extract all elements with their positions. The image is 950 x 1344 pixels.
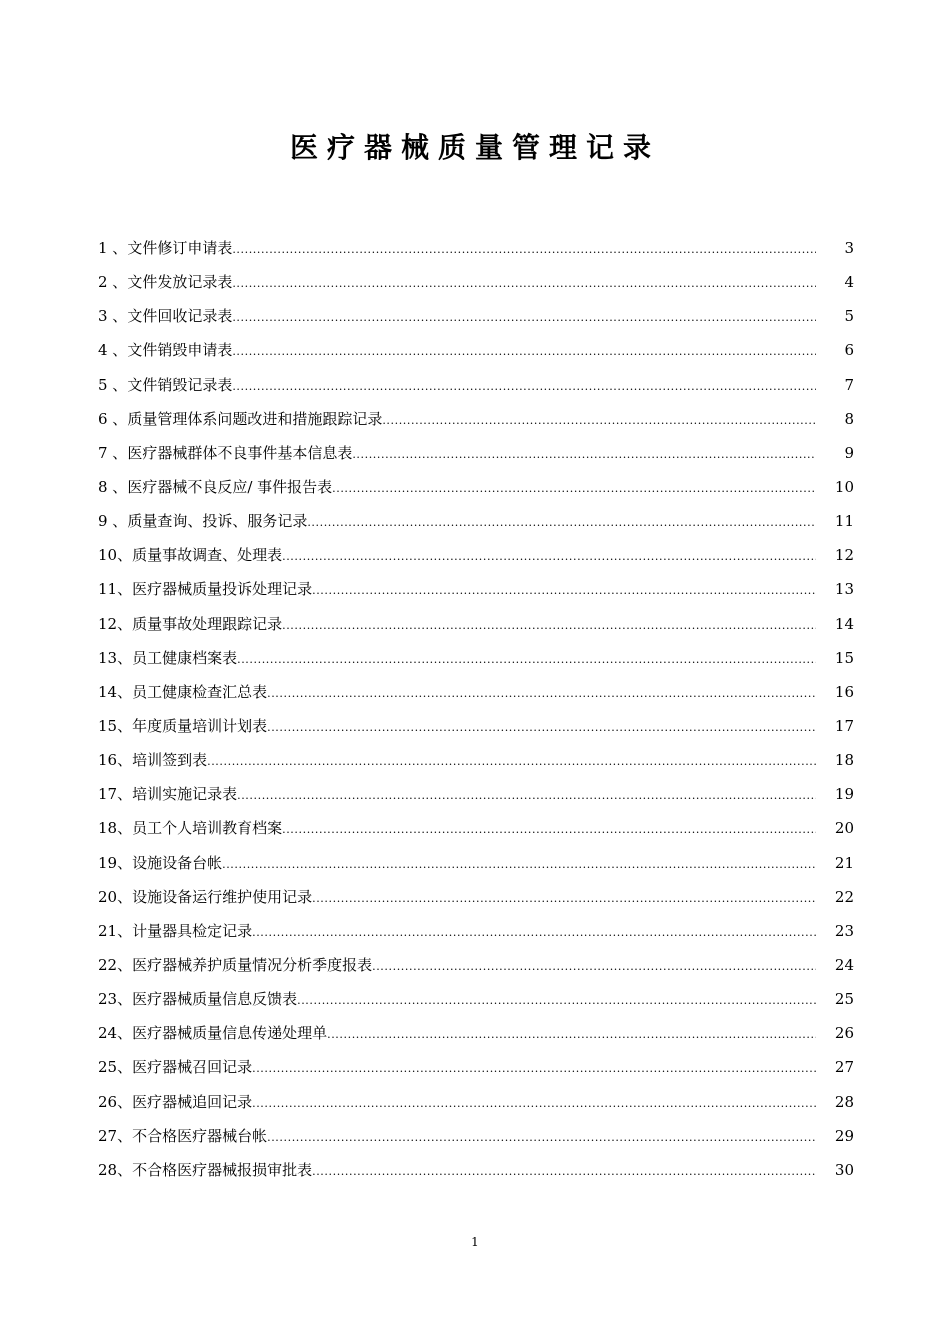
toc-entry-number: 16、	[98, 751, 133, 770]
toc-entry-label: 质量事故处理跟踪记录	[132, 614, 283, 633]
toc-entry[interactable]	[98, 1016, 854, 1050]
toc-entry-page: 30	[834, 1160, 854, 1179]
toc-entry-number: 20、	[98, 887, 133, 906]
toc-entry-label: 文件发放记录表	[127, 273, 233, 292]
toc-entry[interactable]	[98, 607, 854, 641]
toc-entry[interactable]	[98, 265, 854, 299]
toc-entry[interactable]	[98, 436, 854, 470]
toc-entry-label: 不合格医疗器械报损审批表	[132, 1160, 313, 1179]
toc-dot-leader	[232, 301, 816, 335]
toc-entry-number: 24、	[98, 1024, 133, 1043]
toc-entry-page: 17	[834, 716, 854, 735]
toc-entry-number: 25、	[98, 1058, 133, 1077]
toc-entry-page: 19	[834, 785, 854, 804]
toc-dot-leader	[267, 1121, 816, 1155]
toc-entry-page: 18	[834, 751, 854, 770]
toc-entry-page: 29	[834, 1126, 854, 1145]
toc-entry-label: 计量器具检定记录	[132, 921, 253, 940]
toc-entry-number: 2 、	[98, 273, 128, 292]
toc-entry[interactable]	[98, 709, 854, 743]
toc-entry-label: 文件销毁记录表	[127, 375, 233, 394]
toc-dot-leader	[312, 574, 816, 608]
toc-entry-page: 23	[834, 921, 854, 940]
toc-entry-label: 员工健康档案表	[132, 648, 238, 667]
toc-entry[interactable]	[98, 231, 854, 265]
toc-entry[interactable]	[98, 1050, 854, 1084]
toc-dot-leader	[312, 1155, 816, 1189]
toc-entry-label: 医疗器械质量信息传递处理单	[132, 1024, 328, 1043]
toc-entry-page: 7	[844, 375, 854, 394]
toc-entry[interactable]	[98, 504, 854, 538]
toc-entry[interactable]	[98, 880, 854, 914]
toc-entry-label: 不合格医疗器械台帐	[132, 1126, 268, 1145]
toc-entry-number: 9 、	[98, 512, 128, 531]
toc-entry-label: 质量管理体系问题改进和措施跟踪记录	[127, 409, 383, 428]
toc-entry-page: 13	[834, 580, 854, 599]
toc-dot-leader	[232, 370, 816, 404]
toc-entry-label: 医疗器械追回记录	[132, 1092, 253, 1111]
toc-entry-page: 24	[834, 955, 854, 974]
toc-entry-label: 员工个人培训教育档案	[132, 819, 283, 838]
toc-entry-number: 8 、	[98, 477, 128, 496]
toc-entry-page: 6	[844, 341, 854, 360]
toc-entry-page: 20	[834, 819, 854, 838]
toc-entry-number: 22、	[98, 955, 133, 974]
toc-entry-number: 17、	[98, 785, 133, 804]
toc-dot-leader	[267, 677, 816, 711]
toc-entry-page: 3	[844, 239, 854, 257]
page-number: 1	[471, 1235, 479, 1249]
toc-entry-page: 5	[844, 307, 854, 326]
toc-entry[interactable]	[98, 846, 854, 880]
toc-entry[interactable]	[98, 1119, 854, 1153]
toc-entry-label: 文件回收记录表	[127, 307, 233, 326]
toc-dot-leader	[312, 882, 816, 916]
toc-entry-page: 11	[834, 512, 854, 531]
toc-entry-number: 18、	[98, 819, 133, 838]
toc-entry-number: 11、	[98, 580, 133, 599]
toc-entry[interactable]	[98, 914, 854, 948]
toc-entry-number: 21、	[98, 921, 133, 940]
toc-entry-label: 医疗器械质量信息反馈表	[132, 990, 298, 1009]
toc-entry[interactable]	[98, 470, 854, 504]
toc-dot-leader	[352, 438, 816, 472]
toc-dot-leader	[252, 916, 816, 950]
toc-dot-leader	[372, 950, 816, 984]
toc-entry-number: 4 、	[98, 341, 128, 360]
toc-dot-leader	[297, 984, 816, 1018]
toc-entry-number: 1 、	[98, 239, 128, 257]
toc-entry-number: 5 、	[98, 375, 128, 394]
toc-entry-number: 6 、	[98, 409, 128, 428]
toc-dot-leader	[222, 848, 816, 882]
toc-dot-leader	[232, 267, 816, 301]
toc-entry-label: 医疗器械不良反应/ 事件报告表	[127, 477, 333, 496]
toc-dot-leader	[282, 813, 816, 847]
toc-dot-leader	[237, 779, 816, 813]
toc-entry-page: 26	[834, 1024, 854, 1043]
toc-entry-label: 质量事故调查、处理表	[132, 546, 283, 565]
toc-entry-page: 28	[834, 1092, 854, 1111]
toc-entry-number: 27、	[98, 1126, 133, 1145]
toc-entry-number: 13、	[98, 648, 133, 667]
table-of-contents	[98, 231, 854, 1187]
toc-entry-label: 培训实施记录表	[132, 785, 238, 804]
toc-entry-number: 26、	[98, 1092, 133, 1111]
toc-dot-leader	[332, 472, 816, 506]
toc-entry-page: 9	[844, 443, 854, 462]
toc-entry-label: 文件修订申请表	[127, 239, 233, 257]
toc-dot-leader	[327, 1018, 816, 1052]
toc-entry-number: 7 、	[98, 443, 128, 462]
toc-dot-leader	[232, 233, 816, 267]
toc-entry-page: 10	[834, 477, 854, 496]
toc-entry-page: 14	[834, 614, 854, 633]
toc-entry[interactable]	[98, 811, 854, 845]
toc-entry-label: 医疗器械召回记录	[132, 1058, 253, 1077]
toc-entry-number: 28、	[98, 1160, 133, 1179]
toc-dot-leader	[207, 745, 816, 779]
toc-entry-number: 23、	[98, 990, 133, 1009]
toc-entry[interactable]	[98, 675, 854, 709]
toc-entry-page: 15	[834, 648, 854, 667]
toc-dot-leader	[267, 711, 816, 745]
toc-entry-label: 医疗器械养护质量情况分析季度报表	[132, 955, 373, 974]
toc-entry[interactable]	[98, 982, 854, 1016]
toc-entry-label: 培训签到表	[132, 751, 208, 770]
toc-dot-leader	[252, 1052, 816, 1086]
toc-entry[interactable]	[98, 743, 854, 777]
page-title: 医疗器械质量管理记录	[289, 131, 660, 164]
toc-dot-leader	[252, 1087, 816, 1121]
toc-entry-page: 27	[834, 1058, 854, 1077]
toc-entry-label: 设施设备运行维护使用记录	[132, 887, 313, 906]
toc-entry-label: 年度质量培训计划表	[132, 716, 268, 735]
toc-entry[interactable]	[98, 1153, 854, 1187]
toc-dot-leader	[307, 506, 816, 540]
toc-entry[interactable]	[98, 299, 854, 333]
toc-entry[interactable]	[98, 402, 854, 436]
toc-entry-number: 12、	[98, 614, 133, 633]
toc-entry[interactable]	[98, 538, 854, 572]
toc-entry-page: 8	[844, 409, 854, 428]
toc-dot-leader	[382, 404, 816, 438]
toc-entry[interactable]	[98, 572, 854, 606]
toc-entry[interactable]	[98, 948, 854, 982]
toc-entry-page: 22	[834, 887, 854, 906]
toc-dot-leader	[282, 609, 816, 643]
toc-entry[interactable]	[98, 777, 854, 811]
toc-entry[interactable]	[98, 1085, 854, 1119]
toc-entry-number: 19、	[98, 853, 133, 872]
toc-dot-leader	[237, 643, 816, 677]
toc-entry-label: 员工健康检查汇总表	[132, 682, 268, 701]
toc-entry-number: 10、	[98, 546, 133, 565]
toc-entry-label: 设施设备台帐	[132, 853, 223, 872]
toc-entry-number: 14、	[98, 682, 133, 701]
toc-entry-number: 15、	[98, 716, 133, 735]
toc-entry-label: 质量查询、投诉、服务记录	[127, 512, 308, 531]
toc-entry-number: 3 、	[98, 307, 128, 326]
toc-entry-label: 医疗器械群体不良事件基本信息表	[127, 443, 353, 462]
toc-entry-label: 文件销毁申请表	[127, 341, 233, 360]
toc-dot-leader	[282, 540, 816, 574]
toc-entry[interactable]	[98, 333, 854, 367]
toc-entry[interactable]	[98, 641, 854, 675]
toc-entry-page: 16	[834, 682, 854, 701]
toc-entry[interactable]	[98, 368, 854, 402]
toc-entry-label: 医疗器械质量投诉处理记录	[132, 580, 313, 599]
toc-dot-leader	[232, 335, 816, 369]
toc-entry-page: 4	[844, 273, 854, 292]
toc-entry-page: 25	[834, 990, 854, 1009]
toc-entry-page: 21	[834, 853, 854, 872]
toc-entry-page: 12	[834, 546, 854, 565]
